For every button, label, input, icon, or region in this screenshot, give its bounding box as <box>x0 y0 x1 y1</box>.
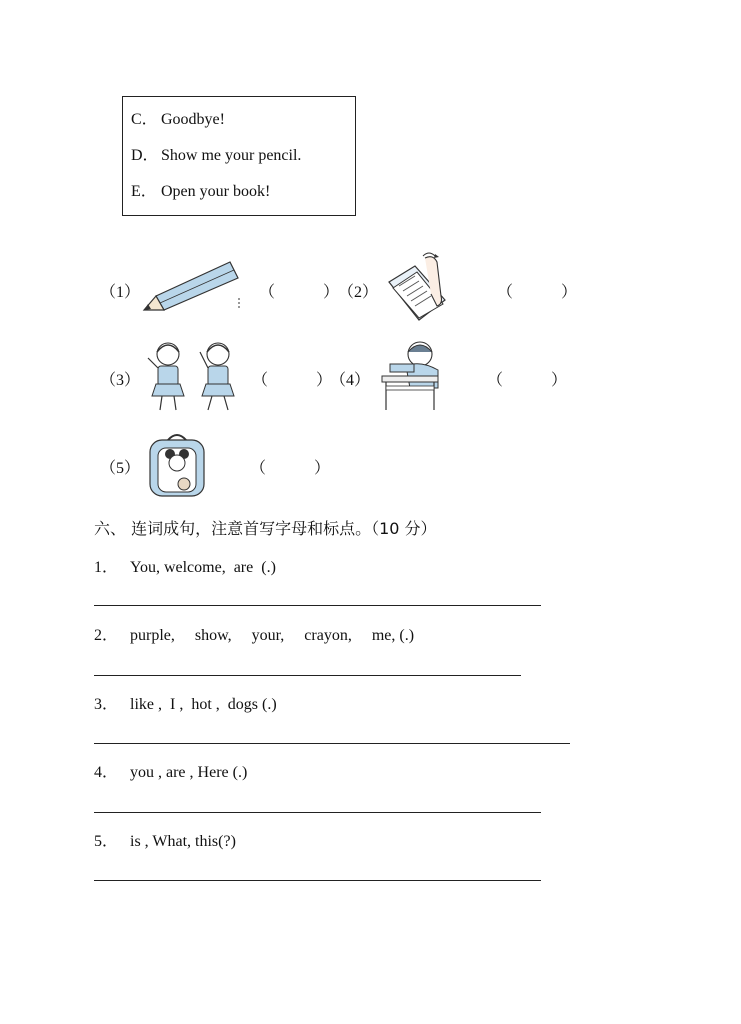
picture-label-4: （4） <box>330 372 371 389</box>
picture-label-3: （3） <box>100 372 141 389</box>
answer-blank-4[interactable]: （ ） <box>487 372 568 389</box>
backpack-icon <box>146 430 208 498</box>
answer-blank-2[interactable]: （ ） <box>497 284 578 301</box>
answer-blank-1[interactable]: （ ） <box>259 284 340 301</box>
question-1: 1． You, welcome, are (.) <box>94 559 276 576</box>
option-e: E． Open your book! <box>131 183 271 200</box>
girls-waving-icon <box>138 338 244 412</box>
open-book-icon <box>385 252 451 324</box>
answer-blank-5[interactable]: （ ） <box>250 460 331 477</box>
answer-line-1[interactable] <box>94 605 541 606</box>
answer-line-3[interactable] <box>94 743 570 744</box>
answer-line-2[interactable] <box>94 675 521 676</box>
question-5: 5． is , What, this(?) <box>94 833 236 850</box>
answer-line-4[interactable] <box>94 812 541 813</box>
question-4: 4． you , are , Here (.) <box>94 764 248 781</box>
picture-label-5: （5） <box>100 460 141 477</box>
pencil-icon <box>142 258 242 314</box>
option-d: D． Show me your pencil. <box>131 147 302 164</box>
answer-line-5[interactable] <box>94 880 541 881</box>
question-3: 3． like , I , hot , dogs (.) <box>94 696 277 713</box>
answer-blank-3[interactable]: （ ） <box>252 372 333 389</box>
picture-label-2: （2） <box>338 284 379 301</box>
option-c: C． Goodbye! <box>131 111 225 128</box>
boy-at-desk-icon <box>376 336 444 412</box>
question-2: 2． purple, show, your, crayon, me, (.) <box>94 627 415 644</box>
section-title: 六、 连词成句，注意首写字母和标点。（10 分） <box>94 519 437 538</box>
options-box <box>122 96 356 216</box>
picture-label-1: （1） <box>100 284 141 301</box>
